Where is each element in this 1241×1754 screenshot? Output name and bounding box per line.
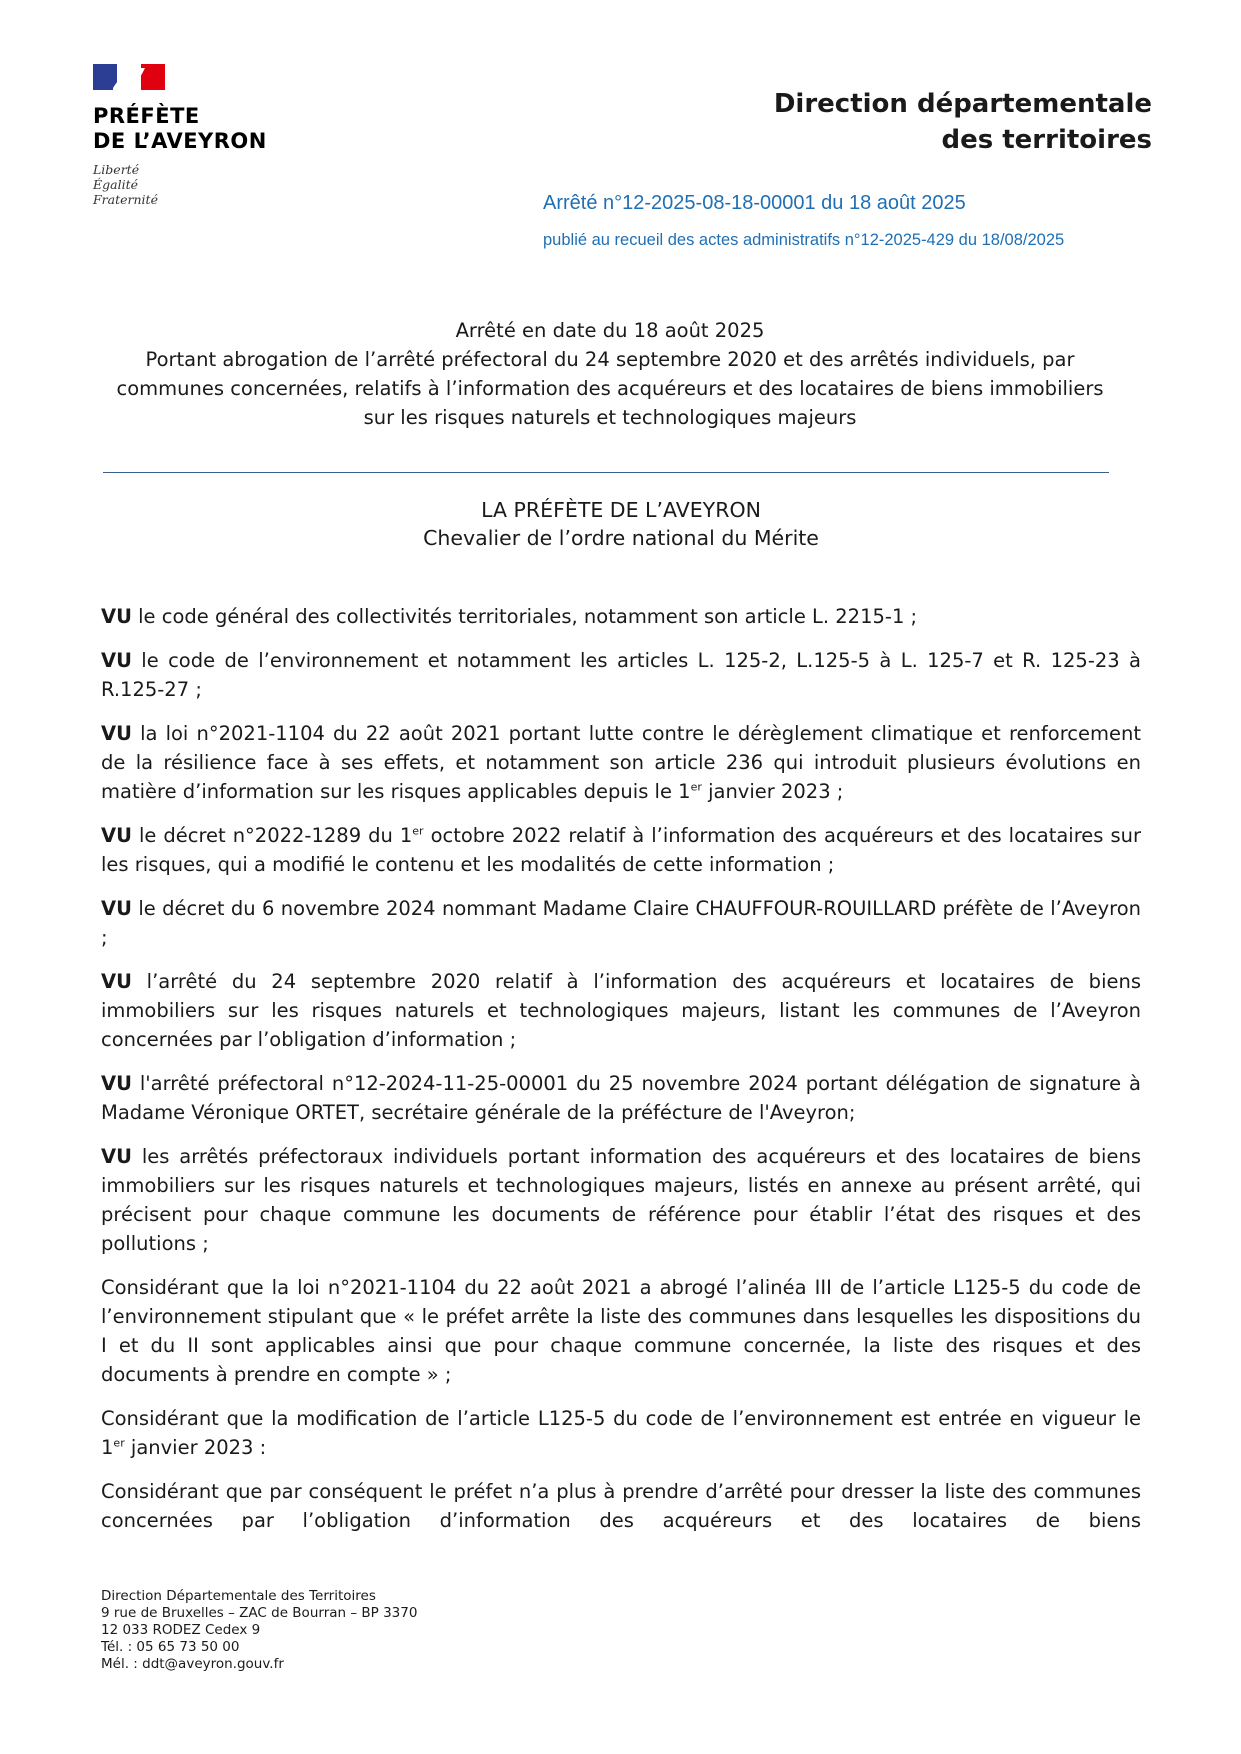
footer-line: Tél. : 05 65 73 50 00	[101, 1639, 240, 1655]
marianne-profile-icon	[107, 66, 151, 90]
recital-paragraph: VU le décret du 6 novembre 2024 nommant Madame Claire CHAUFFOUR-ROUILLARD préfète de l’Aveyron ;	[101, 897, 1141, 949]
footer-line: 9 rue de Bruxelles – ZAC de Bourran – BP 3370	[101, 1605, 418, 1621]
authority-block	[100, 496, 1142, 552]
recital-paragraph: VU le code de l’environnement et notamment les articles L. 125-2, L.125-5 à L. 125-7 et R. 125-23 à R.125-27 ;	[101, 649, 1141, 701]
recital-paragraph: VU l'arrêté préfectoral n°12-2024-11-25-00001 du 25 novembre 2024 portant délégation de signature à Madame Véronique ORTET, secrétaire générale de la préfécture de l'Aveyron;	[101, 1072, 1141, 1124]
motto-liberte: Liberté	[93, 162, 140, 177]
footer-line: Direction Départementale des Territoires	[101, 1588, 376, 1604]
motto-fraternite: Fraternité	[93, 192, 158, 207]
republic-motto	[93, 162, 313, 207]
recital-paragraph: VU l’arrêté du 24 septembre 2020 relatif à l’information des acquéreurs et locataires de biens immobiliers sur les risques naturels et technologiques majeurs, listant les communes de l’Aveyron concernées par l’obligation d’information ;	[101, 970, 1141, 1051]
marianne-flag-icon	[93, 64, 165, 90]
recital-paragraph: VU les arrêtés préfectoraux individuels portant information des acquéreurs et des locataires de biens immobiliers sur les risques naturels et technologiques majeurs, listés en annexe au présent arrêté, qui précisent pour chaque commune les documents de référence pour établir l’état des risques et des pollutions ;	[101, 1145, 1141, 1255]
footer-address	[101, 1588, 417, 1673]
document-title	[100, 316, 1120, 432]
title-subject: Portant abrogation de l’arrêté préfectoral du 24 septembre 2020 et des arrêtés individuels, par communes concernées, relatifs à l’information des acquéreurs et des locataires de biens immobiliers sur les risques naturels et technologiques majeurs	[116, 348, 1104, 429]
prefecture-name-line1: PRÉFÈTE	[93, 104, 200, 128]
footer-email: Mél. : ddt@aveyron.gouv.fr	[101, 1656, 284, 1672]
recital-paragraph: VU la loi n°2021-1104 du 22 août 2021 portant lutte contre le dérèglement climatique et renforcement de la résilience face à ses effets, et notamment son article 236 qui introduit plusieurs évolutions en matière d’information sur les risques applicables depuis le 1er janvier 2023 ;	[101, 722, 1141, 803]
prefecture-name	[93, 104, 313, 154]
considerant-paragraph: Considérant que la loi n°2021-1104 du 22 août 2021 a abrogé l’alinéa III de l’article L125-5 du code de l’environnement stipulant que « le préfet arrête la liste des communes dans lesquelles les dispositions du I et du II sont applicables ainsi que pour chaque commune concernée, la liste des risques et des documents à prendre en compte » ;	[101, 1276, 1141, 1386]
considerant-paragraph: Considérant que par conséquent le préfet n’a plus à prendre d’arrêté pour dresser la liste des communes concernées par l’obligation d’information des acquéreurs et des locataires de biens	[101, 1480, 1141, 1532]
recital-paragraph: VU le code général des collectivités territoriales, notamment son article L. 2215-1 ;	[101, 605, 918, 628]
motto-egalite: Égalité	[93, 177, 138, 192]
recital-paragraph: VU le décret n°2022-1289 du 1er octobre 2022 relatif à l’information des acquéreurs et des locataires sur les risques, qui a modifié le contenu et les modalités de cette information ;	[101, 824, 1141, 876]
authority-line1: LA PRÉFÈTE DE L’AVEYRON	[481, 498, 761, 522]
publication-notice: publié au recueil des actes administratifs n°12-2025-429 du 18/08/2025	[543, 231, 1065, 249]
document-body	[101, 602, 1141, 1550]
direction-heading	[774, 86, 1152, 158]
footer-line: 12 033 RODEZ Cedex 9	[101, 1622, 261, 1638]
prefecture-name-line2: DE L’AVEYRON	[93, 129, 267, 153]
title-separator	[103, 472, 1109, 473]
prefecture-logo	[93, 64, 313, 207]
arrete-reference: Arrêté n°12-2025-08-18-00001 du 18 août 2025	[543, 192, 966, 214]
authority-line2: Chevalier de l’ordre national du Mérite	[423, 526, 819, 550]
direction-line1: Direction départementale	[773, 89, 1152, 119]
considerant-paragraph: Considérant que la modification de l’article L125-5 du code de l’environnement est entrée en vigueur le 1er janvier 2023 :	[101, 1407, 1141, 1459]
direction-line2: des territoires	[941, 125, 1152, 155]
title-date-line: Arrêté en date du 18 août 2025	[455, 319, 765, 342]
